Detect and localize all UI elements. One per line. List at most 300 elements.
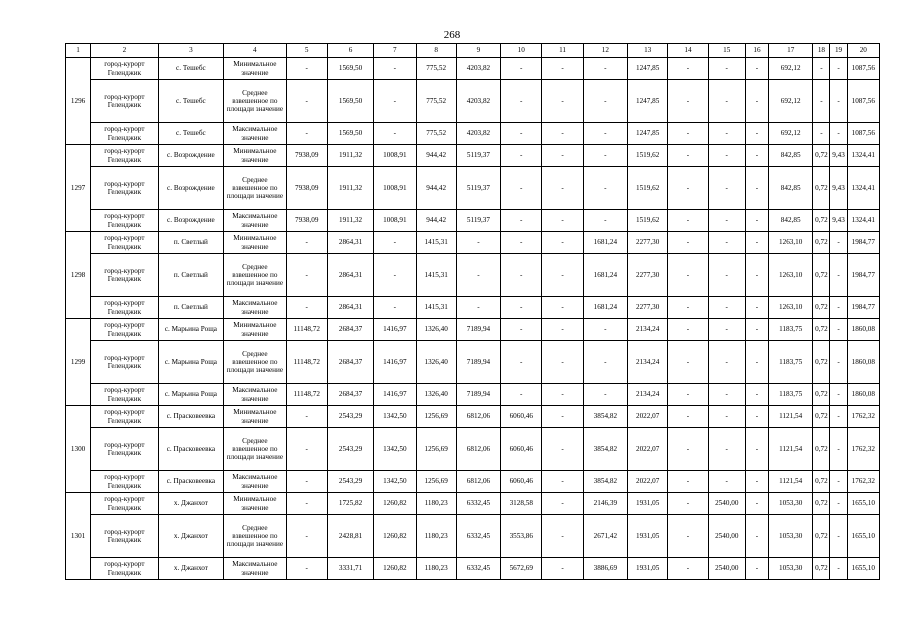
value-cell: 0,72 [813, 341, 830, 384]
value-cell: 6060,46 [501, 471, 542, 493]
value-cell: - [708, 145, 745, 167]
value-cell: 3331,71 [327, 558, 373, 580]
value-cell: 1008,91 [374, 145, 416, 167]
value-type-cell: Максимальное значение [224, 297, 286, 319]
value-cell: 842,85 [769, 210, 813, 232]
municipality-cell: город-курорт Геленджик [91, 515, 158, 558]
municipality-cell: город-курорт Геленджик [91, 232, 158, 254]
value-cell: 1519,62 [628, 210, 668, 232]
value-cell: - [745, 145, 768, 167]
value-cell: 7189,94 [456, 341, 500, 384]
value-cell: 1087,56 [847, 123, 879, 145]
value-cell: 6332,45 [456, 515, 500, 558]
value-type-cell: Минимальное значение [224, 232, 286, 254]
value-cell: - [542, 80, 583, 123]
settlement-cell: с. Тешебс [158, 123, 223, 145]
value-cell: 1519,62 [628, 167, 668, 210]
value-cell: - [668, 80, 708, 123]
value-cell: - [668, 210, 708, 232]
value-cell: - [374, 297, 416, 319]
value-cell: 2022,07 [628, 428, 668, 471]
value-cell: 1681,24 [583, 254, 627, 297]
value-type-cell: Максимальное значение [224, 384, 286, 406]
value-cell: - [542, 471, 583, 493]
value-cell: - [286, 428, 327, 471]
value-cell: - [708, 58, 745, 80]
value-cell: - [745, 319, 768, 341]
value-cell: - [668, 319, 708, 341]
value-cell: 1655,10 [847, 493, 879, 515]
value-cell: 1256,69 [416, 471, 456, 493]
column-header: 13 [628, 44, 668, 58]
value-cell: 1180,23 [416, 493, 456, 515]
value-cell: 2540,00 [708, 515, 745, 558]
value-type-cell: Среднее взвешенное по площади значение [224, 167, 286, 210]
value-cell: 1342,50 [374, 406, 416, 428]
value-cell: - [374, 58, 416, 80]
value-cell: 1260,82 [374, 493, 416, 515]
value-cell: - [745, 297, 768, 319]
value-cell: - [501, 254, 542, 297]
value-cell: 1416,97 [374, 341, 416, 384]
value-cell: - [668, 254, 708, 297]
value-cell: - [286, 232, 327, 254]
value-cell: 9,43 [830, 145, 847, 167]
value-cell: 2134,24 [628, 319, 668, 341]
value-cell: - [668, 384, 708, 406]
value-cell: 0,72 [813, 558, 830, 580]
value-cell: - [501, 145, 542, 167]
value-cell: 2543,29 [327, 406, 373, 428]
column-header: 10 [501, 44, 542, 58]
value-cell: 1860,08 [847, 319, 879, 341]
value-cell: - [668, 471, 708, 493]
value-cell: 1247,85 [628, 123, 668, 145]
value-cell: 11148,72 [286, 384, 327, 406]
value-type-cell: Минимальное значение [224, 319, 286, 341]
value-cell: 1260,82 [374, 515, 416, 558]
value-cell: - [668, 123, 708, 145]
municipality-cell: город-курорт Геленджик [91, 80, 158, 123]
value-cell: - [745, 384, 768, 406]
column-header: 14 [668, 44, 708, 58]
value-cell: - [708, 319, 745, 341]
table-row [66, 515, 880, 558]
municipality-cell: город-курорт Геленджик [91, 123, 158, 145]
value-cell: 3854,82 [583, 406, 627, 428]
value-cell: - [813, 58, 830, 80]
value-cell: - [542, 145, 583, 167]
column-header: 8 [416, 44, 456, 58]
value-cell: 1931,05 [628, 515, 668, 558]
value-cell: 1681,24 [583, 232, 627, 254]
value-cell: - [830, 428, 847, 471]
value-cell: - [583, 210, 627, 232]
value-cell: 2277,30 [628, 297, 668, 319]
row-id-cell: 1301 [66, 493, 91, 580]
value-cell: 5672,69 [501, 558, 542, 580]
value-cell: - [830, 80, 847, 123]
value-cell: 6060,46 [501, 428, 542, 471]
value-cell: - [583, 384, 627, 406]
value-cell: - [542, 254, 583, 297]
value-cell: 2864,31 [327, 254, 373, 297]
value-cell: - [745, 558, 768, 580]
value-cell: - [668, 167, 708, 210]
value-cell: - [745, 428, 768, 471]
settlement-cell: с. Тешебс [158, 80, 223, 123]
value-cell: - [374, 254, 416, 297]
value-cell: 1931,05 [628, 558, 668, 580]
value-cell: - [456, 297, 500, 319]
value-cell: - [830, 384, 847, 406]
value-cell: - [542, 493, 583, 515]
value-cell: - [830, 558, 847, 580]
municipality-cell: город-курорт Геленджик [91, 406, 158, 428]
value-cell: 1342,50 [374, 428, 416, 471]
value-cell: 1183,75 [769, 341, 813, 384]
value-type-cell: Минимальное значение [224, 145, 286, 167]
value-cell: 2543,29 [327, 428, 373, 471]
value-cell: 2684,37 [327, 319, 373, 341]
value-cell: - [542, 406, 583, 428]
value-cell: - [830, 254, 847, 297]
table-row [66, 297, 880, 319]
value-cell: - [501, 232, 542, 254]
value-cell: 1263,10 [769, 232, 813, 254]
value-cell: 0,72 [813, 145, 830, 167]
value-cell: - [286, 515, 327, 558]
value-type-cell: Среднее взвешенное по площади значение [224, 254, 286, 297]
value-cell: 7189,94 [456, 319, 500, 341]
value-cell: 1569,50 [327, 123, 373, 145]
value-cell: - [542, 558, 583, 580]
value-cell: 11148,72 [286, 341, 327, 384]
column-header: 6 [327, 44, 373, 58]
municipality-cell: город-курорт Геленджик [91, 58, 158, 80]
value-cell: 1326,40 [416, 341, 456, 384]
value-cell: 0,72 [813, 384, 830, 406]
value-cell: 1860,08 [847, 341, 879, 384]
value-cell: - [542, 210, 583, 232]
value-cell: 1984,77 [847, 232, 879, 254]
value-cell: 1725,82 [327, 493, 373, 515]
value-cell: - [542, 167, 583, 210]
value-cell: 1263,10 [769, 254, 813, 297]
value-cell: - [501, 80, 542, 123]
value-type-cell: Минимальное значение [224, 406, 286, 428]
value-cell: 1569,50 [327, 58, 373, 80]
settlement-cell: с. Прасковеевка [158, 406, 223, 428]
value-cell: - [501, 123, 542, 145]
value-type-cell: Среднее взвешенное по площади значение [224, 515, 286, 558]
value-cell: - [542, 232, 583, 254]
value-cell: - [286, 297, 327, 319]
value-cell: - [830, 319, 847, 341]
value-cell: 1324,41 [847, 145, 879, 167]
value-cell: 1762,32 [847, 471, 879, 493]
value-cell: - [668, 493, 708, 515]
value-cell: - [745, 167, 768, 210]
value-cell: 7189,94 [456, 384, 500, 406]
value-cell: - [583, 341, 627, 384]
cadastral-value-table [65, 43, 880, 580]
value-cell: 1911,32 [327, 145, 373, 167]
value-cell: - [745, 341, 768, 384]
value-cell: - [286, 493, 327, 515]
value-cell: 1655,10 [847, 558, 879, 580]
column-header: 17 [769, 44, 813, 58]
table-row [66, 493, 880, 515]
value-cell: - [583, 58, 627, 80]
value-cell: 2134,24 [628, 384, 668, 406]
value-type-cell: Минимальное значение [224, 58, 286, 80]
value-cell: 775,52 [416, 80, 456, 123]
value-cell: - [286, 558, 327, 580]
settlement-cell: с. Возрождение [158, 167, 223, 210]
column-header: 2 [91, 44, 158, 58]
value-cell: 1180,23 [416, 558, 456, 580]
value-cell: 0,72 [813, 515, 830, 558]
value-cell: 1324,41 [847, 167, 879, 210]
value-cell: - [374, 232, 416, 254]
table-row [66, 80, 880, 123]
value-cell: 5119,37 [456, 210, 500, 232]
value-cell: 1087,56 [847, 80, 879, 123]
table-row [66, 384, 880, 406]
value-cell: 0,72 [813, 493, 830, 515]
value-cell: - [830, 58, 847, 80]
value-cell: 2428,81 [327, 515, 373, 558]
value-cell: - [583, 167, 627, 210]
table-row [66, 319, 880, 341]
value-cell: 1183,75 [769, 319, 813, 341]
value-type-cell: Максимальное значение [224, 210, 286, 232]
value-cell: - [745, 515, 768, 558]
value-cell: 2146,39 [583, 493, 627, 515]
value-cell: - [745, 123, 768, 145]
value-cell: - [830, 123, 847, 145]
value-cell: 0,72 [813, 471, 830, 493]
value-cell: - [708, 406, 745, 428]
municipality-cell: город-курорт Геленджик [91, 319, 158, 341]
table-row [66, 123, 880, 145]
value-cell: 2277,30 [628, 254, 668, 297]
table-body [66, 44, 880, 580]
value-cell: - [830, 232, 847, 254]
column-header: 4 [224, 44, 286, 58]
municipality-cell: город-курорт Геленджик [91, 167, 158, 210]
table-row [66, 428, 880, 471]
value-cell: - [501, 384, 542, 406]
value-cell: - [745, 232, 768, 254]
value-cell: - [708, 471, 745, 493]
value-cell: - [708, 254, 745, 297]
value-cell: - [830, 341, 847, 384]
value-type-cell: Максимальное значение [224, 471, 286, 493]
value-cell: 0,72 [813, 319, 830, 341]
value-cell: 5119,37 [456, 145, 500, 167]
table-row [66, 58, 880, 80]
value-cell: 1762,32 [847, 406, 879, 428]
value-cell: - [583, 145, 627, 167]
column-header: 7 [374, 44, 416, 58]
value-cell: - [542, 515, 583, 558]
column-header: 11 [542, 44, 583, 58]
value-cell: 842,85 [769, 145, 813, 167]
value-cell: 692,12 [769, 58, 813, 80]
row-id-cell: 1300 [66, 406, 91, 493]
value-cell: - [286, 123, 327, 145]
settlement-cell: п. Светлый [158, 232, 223, 254]
column-header: 20 [847, 44, 879, 58]
value-cell: 3128,58 [501, 493, 542, 515]
value-cell: - [668, 558, 708, 580]
value-cell: 1655,10 [847, 515, 879, 558]
value-cell: 1519,62 [628, 145, 668, 167]
value-cell: - [501, 58, 542, 80]
value-cell: - [668, 232, 708, 254]
table-row [66, 558, 880, 580]
value-cell: - [830, 515, 847, 558]
value-cell: 842,85 [769, 167, 813, 210]
value-cell: - [708, 210, 745, 232]
value-cell: 1415,31 [416, 232, 456, 254]
value-cell: - [583, 319, 627, 341]
municipality-cell: город-курорт Геленджик [91, 341, 158, 384]
value-cell: 2864,31 [327, 297, 373, 319]
value-cell: - [286, 406, 327, 428]
value-cell: - [830, 297, 847, 319]
value-cell: - [745, 471, 768, 493]
value-cell: - [583, 80, 627, 123]
header-row [66, 44, 880, 58]
value-cell: 0,72 [813, 428, 830, 471]
value-cell: - [668, 58, 708, 80]
row-id-cell: 1299 [66, 319, 91, 406]
value-cell: - [708, 384, 745, 406]
value-cell: - [286, 58, 327, 80]
value-cell: - [668, 515, 708, 558]
value-cell: - [542, 341, 583, 384]
value-cell: - [668, 297, 708, 319]
value-cell: 1008,91 [374, 167, 416, 210]
value-cell: 1342,50 [374, 471, 416, 493]
value-cell: 1260,82 [374, 558, 416, 580]
column-header: 12 [583, 44, 627, 58]
value-cell: 2543,29 [327, 471, 373, 493]
table-row [66, 471, 880, 493]
settlement-cell: с. Марьина Роща [158, 319, 223, 341]
page-number: 268 [443, 29, 461, 41]
table-row [66, 406, 880, 428]
value-cell: - [286, 254, 327, 297]
value-cell: - [668, 145, 708, 167]
value-cell: 11148,72 [286, 319, 327, 341]
table-row [66, 254, 880, 297]
value-cell: 2022,07 [628, 406, 668, 428]
value-cell: - [708, 428, 745, 471]
row-id-cell: 1298 [66, 232, 91, 319]
value-cell: 1053,30 [769, 558, 813, 580]
value-cell: 4203,82 [456, 80, 500, 123]
value-cell: 775,52 [416, 123, 456, 145]
value-cell: 7938,09 [286, 145, 327, 167]
value-cell: 1762,32 [847, 428, 879, 471]
value-cell: 775,52 [416, 58, 456, 80]
value-cell: - [745, 493, 768, 515]
value-cell: - [745, 210, 768, 232]
value-cell: 1326,40 [416, 319, 456, 341]
settlement-cell: х. Джанхот [158, 515, 223, 558]
municipality-cell: город-курорт Геленджик [91, 297, 158, 319]
value-cell: 1053,30 [769, 515, 813, 558]
value-type-cell: Среднее взвешенное по площади значение [224, 428, 286, 471]
value-cell: - [708, 123, 745, 145]
column-header: 5 [286, 44, 327, 58]
value-cell: 0,72 [813, 232, 830, 254]
municipality-cell: город-курорт Геленджик [91, 145, 158, 167]
value-cell: 3854,82 [583, 471, 627, 493]
value-cell: 1324,41 [847, 210, 879, 232]
value-cell: - [813, 80, 830, 123]
column-header: 3 [158, 44, 223, 58]
settlement-cell: с. Прасковеевка [158, 428, 223, 471]
value-cell: 1180,23 [416, 515, 456, 558]
value-cell: 1984,77 [847, 297, 879, 319]
value-cell: - [501, 167, 542, 210]
value-cell: 2684,37 [327, 384, 373, 406]
municipality-cell: город-курорт Геленджик [91, 254, 158, 297]
value-cell: 1121,54 [769, 471, 813, 493]
value-cell: - [745, 406, 768, 428]
column-header: 19 [830, 44, 847, 58]
value-cell: - [542, 123, 583, 145]
value-cell: 6812,06 [456, 406, 500, 428]
value-type-cell: Максимальное значение [224, 123, 286, 145]
value-cell: - [745, 80, 768, 123]
value-cell: - [374, 123, 416, 145]
value-cell: - [542, 297, 583, 319]
value-cell: - [708, 167, 745, 210]
settlement-cell: п. Светлый [158, 254, 223, 297]
value-cell: 2684,37 [327, 341, 373, 384]
value-type-cell: Максимальное значение [224, 558, 286, 580]
municipality-cell: город-курорт Геленджик [91, 493, 158, 515]
value-cell: 0,72 [813, 406, 830, 428]
value-cell: 1984,77 [847, 254, 879, 297]
value-cell: 9,43 [830, 210, 847, 232]
column-header: 16 [745, 44, 768, 58]
value-cell: - [501, 341, 542, 384]
value-cell: - [542, 58, 583, 80]
settlement-cell: п. Светлый [158, 297, 223, 319]
municipality-cell: город-курорт Геленджик [91, 210, 158, 232]
value-cell: - [374, 80, 416, 123]
column-header: 18 [813, 44, 830, 58]
value-cell: - [501, 210, 542, 232]
value-cell: - [286, 471, 327, 493]
value-cell: - [501, 319, 542, 341]
value-type-cell: Минимальное значение [224, 493, 286, 515]
value-cell: 692,12 [769, 80, 813, 123]
value-cell: 1256,69 [416, 428, 456, 471]
settlement-cell: с. Прасковеевка [158, 471, 223, 493]
value-cell: 3886,69 [583, 558, 627, 580]
value-cell: - [583, 123, 627, 145]
value-cell: 0,72 [813, 254, 830, 297]
value-cell: 3854,82 [583, 428, 627, 471]
